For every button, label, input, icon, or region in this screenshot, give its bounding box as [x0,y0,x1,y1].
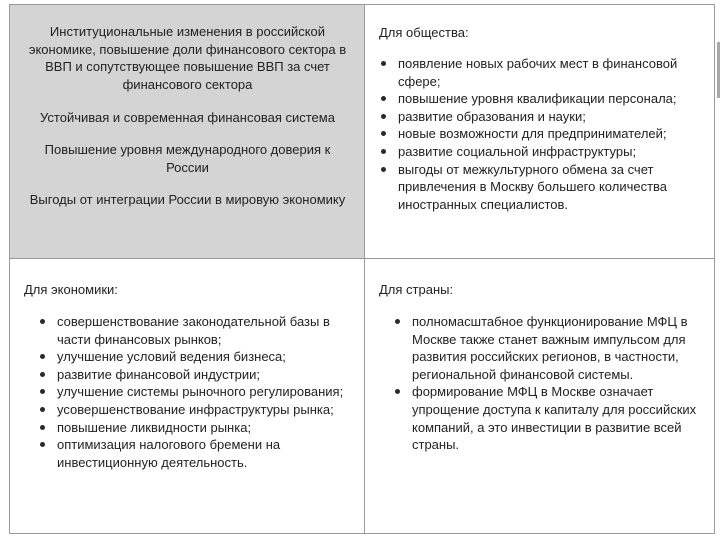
bullet-icon [40,319,45,324]
bullet-icon [381,131,386,136]
list-item: улучшение системы рыночного регулирования; [38,383,348,401]
list-item: формирование МФЦ в Москве означает упрощение доступа к капиталу для российских компаний, а это инвестиции в развитие всей страны. [393,383,698,453]
benefits-table [9,4,715,534]
bullet-icon [381,96,386,101]
list-item: совершенствование законодательной базы в части финансовых рынков; [38,313,348,348]
bullet-icon [381,167,386,172]
bullet-icon [40,407,45,412]
list-for-society [379,55,699,213]
list-item: развитие социальной инфраструктуры; [379,143,699,161]
bullet-icon [40,354,45,359]
paragraph-integration-benefits: Выгоды от интеграции России в мировую экономику [29,192,346,207]
bullet-icon [40,425,45,430]
list-item: развитие финансовой индустрии; [38,366,348,384]
list-item: новые возможности для предпринимателей; [379,125,699,143]
heading-for-economy: Для экономики: [24,282,118,297]
bullet-icon [40,389,45,394]
heading-for-society: Для общества: [379,25,469,40]
bullet-icon [395,319,400,324]
heading-for-country: Для страны: [379,282,454,297]
list-item: оптимизация налогового бремени на инвестиционную деятельность. [38,436,348,471]
list-item: повышение уровня квалификации персонала; [379,90,699,108]
paragraph-financial-system: Устойчивая и современная финансовая система [40,110,335,125]
cell-for-society [365,5,714,259]
list-item: выгоды от межкультурного обмена за счет привлечения в Москву большего количества иностранных специалистов. [379,161,699,214]
bullet-icon [40,442,45,447]
paragraph-institutional-changes: Институциональные изменения в российской экономике, повышение доли финансового сектора в ВВП и сопутствующее повышение ВВП за счет финансового сектора [28,24,347,92]
paragraph-international-trust: Повышение уровня международного доверия к России [44,142,331,175]
list-item: полномасштабное функционирование МФЦ в Москве также станет важным импульсом для развития российских регионов, в частности, региональной финансовой системы. [393,313,698,383]
list-item: появление новых рабочих мест в финансовой сфере; [379,55,699,90]
list-item: повышение ликвидности рынка; [38,419,348,437]
list-item: усовершенствование инфраструктуры рынка; [38,401,348,419]
bullet-icon [381,114,386,119]
bullet-icon [40,372,45,377]
cell-for-country [365,259,714,533]
list-for-economy [38,313,348,471]
bullet-icon [395,389,400,394]
cell-institutional-changes [10,5,365,259]
cell-for-economy [10,259,365,533]
bullet-icon [381,149,386,154]
list-item: улучшение условий ведения бизнеса; [38,348,348,366]
list-for-country [393,313,698,454]
bullet-icon [381,61,386,66]
list-item: развитие образования и науки; [379,108,699,126]
